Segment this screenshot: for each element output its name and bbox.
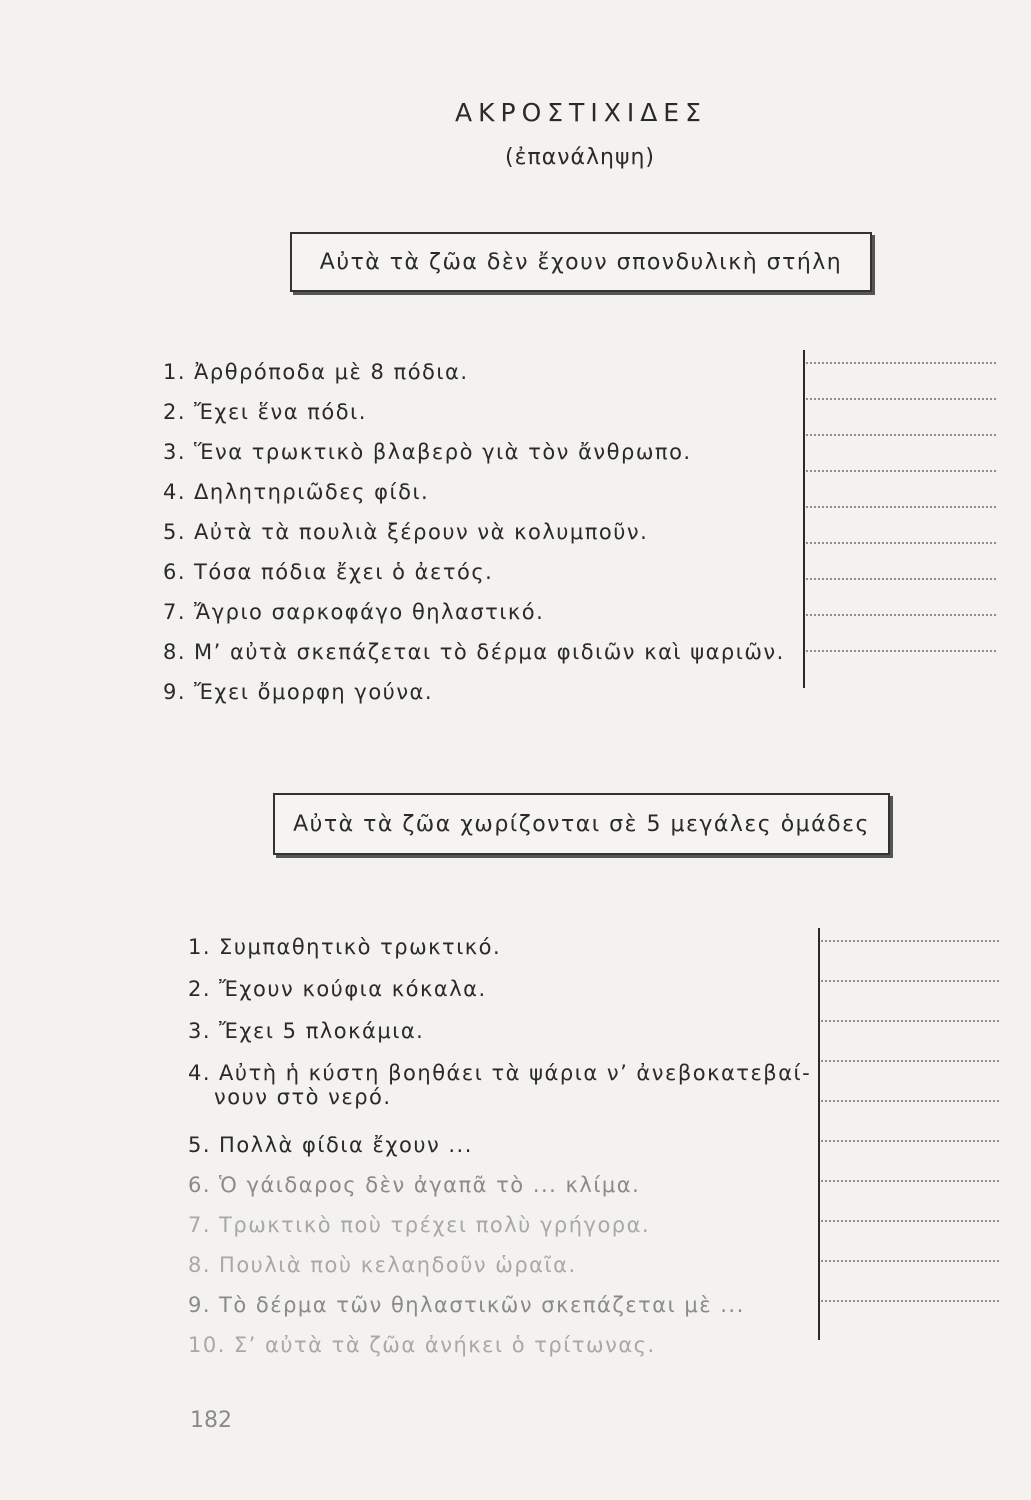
clue-item: [163, 520, 648, 544]
clue-text: Ἔχει ὄμορφη γούνα.: [194, 680, 434, 704]
section2-heading-box: [273, 793, 890, 855]
clue-item: [188, 1019, 424, 1043]
answer-line: [821, 1180, 999, 1182]
clue-number: 6.: [188, 1173, 212, 1197]
clue-text: Αὐτὴ ἡ κύστη βοηθάει τὰ ψάρια ν’ ἀνεβοκατεβαί-: [219, 1061, 812, 1085]
clue-number: 8.: [163, 640, 187, 664]
clue-text: Σ’ αὐτὰ τὰ ζῶα ἀνήκει ὁ τρίτωνας.: [233, 1333, 656, 1357]
answer-line: [806, 506, 996, 508]
clue-item: [163, 480, 429, 504]
clue-item: [163, 560, 493, 584]
clue-text: Πουλιὰ ποὺ κελαηδοῦν ὡραῖα.: [219, 1253, 577, 1277]
answer-line: [821, 980, 999, 982]
answer-line: [821, 1220, 999, 1222]
clue-item: [163, 640, 785, 664]
answer-line: [806, 650, 996, 652]
answer-line: [806, 398, 996, 400]
clue-number: 6.: [163, 560, 187, 584]
clue-number: 2.: [188, 977, 212, 1001]
clue-text-continuation: νουν στὸ νερό.: [214, 1085, 392, 1109]
clue-item: [188, 1333, 656, 1357]
clue-item: [188, 1173, 640, 1197]
clue-number: 5.: [163, 520, 187, 544]
clue-number: 1.: [188, 935, 212, 959]
clue-text: Συμπαθητικὸ τρωκτικό.: [219, 935, 502, 959]
clue-number: 4.: [163, 480, 187, 504]
answer-line: [806, 578, 996, 580]
clue-number: 4.: [188, 1061, 212, 1085]
clue-number: 8.: [188, 1253, 212, 1277]
page-subtitle: (ἐπανάληψη): [505, 145, 656, 170]
clue-item: [188, 935, 501, 959]
clue-number: 7.: [163, 600, 187, 624]
clue-text: Αὐτὰ τὰ πουλιὰ ξέρουν νὰ κολυμποῦν.: [194, 520, 649, 544]
answer-line: [821, 1020, 999, 1022]
clue-item: [188, 1253, 577, 1277]
clue-number: 9.: [188, 1293, 212, 1317]
clue-text: Ἔχουν κούφια κόκαλα.: [219, 977, 487, 1001]
answer-line: [821, 940, 999, 942]
clue-text: Ἀρθρόποδα μὲ 8 πόδια.: [194, 360, 469, 384]
clue-text: Δηλητηριῶδες φίδι.: [194, 480, 430, 504]
clue-number: 7.: [188, 1213, 212, 1237]
clue-item: [188, 1293, 745, 1317]
section1-heading: Αὐτὰ τὰ ζῶα δὲν ἔχουν σπονδυλικὴ στήλη: [319, 249, 843, 275]
clue-item: [163, 680, 433, 704]
section2-heading: Αὐτὰ τὰ ζῶα χωρίζονται σὲ 5 μεγάλες ὁμάδες: [293, 811, 870, 837]
clue-item: [163, 440, 692, 464]
answer-line: [821, 1260, 999, 1262]
clue-item: [188, 1213, 650, 1237]
clue-text: Τόσα πόδια ἔχει ὁ ἀετός.: [194, 560, 494, 584]
answer-line: [821, 1140, 999, 1142]
clue-text: Μ’ αὐτὰ σκεπάζεται τὸ δέρμα φιδιῶν καὶ ψαριῶν.: [194, 640, 785, 664]
answer-line: [821, 1300, 999, 1302]
clue-text: Τρωκτικὸ ποὺ τρέχει πολὺ γρήγορα.: [219, 1213, 651, 1237]
clue-text: Ἔχει ἕνα πόδι.: [194, 400, 367, 424]
clue-item: [163, 400, 367, 424]
clue-number: 1.: [163, 360, 187, 384]
clue-number: 5.: [188, 1133, 212, 1157]
clue-number: 3.: [188, 1019, 212, 1043]
clue-number: 2.: [163, 400, 187, 424]
answer-column-divider: [818, 928, 820, 1340]
answer-line: [821, 1100, 999, 1102]
answer-line: [806, 614, 996, 616]
clue-item: [163, 600, 544, 624]
answer-line: [806, 470, 996, 472]
page-title: ΑΚΡΟΣΤΙΧΙΔΕΣ: [455, 98, 707, 127]
clue-item: [188, 1133, 473, 1157]
clue-number: 10.: [188, 1333, 226, 1357]
answer-column-divider: [803, 350, 805, 688]
answer-line: [821, 1060, 999, 1062]
page-number: 182: [190, 1408, 232, 1433]
answer-line: [806, 542, 996, 544]
clue-text: Ἄγριο σαρκοφάγο θηλαστικό.: [194, 600, 545, 624]
clue-text: Ἕνα τρωκτικὸ βλαβερὸ γιὰ τὸν ἄνθρωπο.: [194, 440, 692, 464]
clue-item: [188, 977, 487, 1001]
clue-text: Τὸ δέρμα τῶν θηλαστικῶν σκεπάζεται μὲ ...: [219, 1293, 745, 1317]
answer-line: [806, 434, 996, 436]
answer-line: [806, 362, 996, 364]
section1-heading-box: [290, 232, 872, 292]
clue-text: Πολλὰ φίδια ἔχουν ...: [219, 1133, 473, 1157]
clue-number: 3.: [163, 440, 187, 464]
clue-text: Ὁ γάιδαρος δὲν ἀγαπᾶ τὸ ... κλίμα.: [219, 1173, 641, 1197]
clue-item: [188, 1061, 811, 1109]
clue-text: Ἔχει 5 πλοκάμια.: [219, 1019, 425, 1043]
clue-number: 9.: [163, 680, 187, 704]
clue-item: [163, 360, 469, 384]
